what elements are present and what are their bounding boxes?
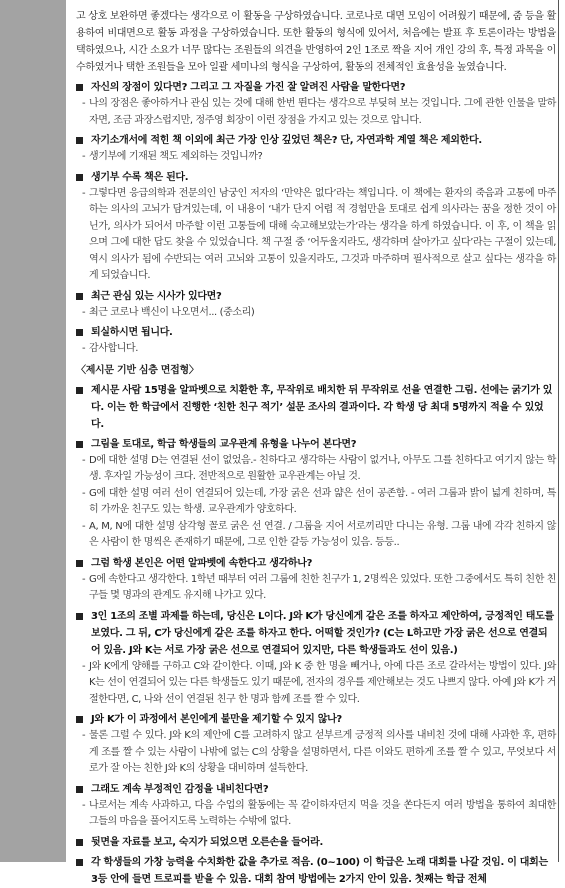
dash-bullet-icon: - <box>82 487 86 499</box>
qa-item <box>76 834 556 851</box>
question-text: 그래도 계속 부정적인 감정을 내비친다면? <box>91 783 269 795</box>
question <box>76 132 556 149</box>
qa-item <box>76 608 556 709</box>
answer-text: A, M, N에 대한 설명 삼각형 꼴로 굵은 선 연결. / 그룹을 지어 서로끼리만 다니는 유형. 그룹 내에 각각 친하지 않은 사람이 한 명씩은 존재하기 때문에, 그로 인한 갈등 가능성이 있음. 등등.. <box>89 520 556 548</box>
square-bullet-icon <box>76 137 83 144</box>
qa-list-prompt-based <box>76 382 556 888</box>
answer-text: D에 대한 설명 D는 연결된 선이 없었음.- 친하다고 생각하는 사람이 없거나, 아무도 그를 친하다고 여기지 않는 학생. 후자일 가능성이 크다. 전반적으로 원활한 교우관계는 아닐 것. <box>89 454 556 482</box>
qa-item <box>76 711 556 778</box>
square-bullet-icon <box>76 441 83 448</box>
question-text: 그림을 토대로, 학급 학생들의 교우관계 유형을 나누어 본다면? <box>91 438 357 450</box>
qa-item <box>76 288 556 322</box>
answer <box>76 186 556 285</box>
question <box>76 382 556 433</box>
answer-text: G에 대한 설명 여러 선이 연결되어 있는데, 가장 굵은 선과 얇은 선이 공존함. - 여러 그룹과 밝이 넓게 친하며, 특히 가까운 친구도 있는 학생. 교우관계가 양호하다. <box>89 487 556 515</box>
dash-bullet-icon: - <box>82 520 86 532</box>
qa-item <box>76 555 556 605</box>
square-bullet-icon <box>76 293 83 300</box>
dash-bullet-icon: - <box>82 343 86 354</box>
answer <box>76 659 556 709</box>
answer <box>76 149 556 166</box>
answer-text: 그렇다면 응급의학과 전문의인 남궁인 저자의 ‘만약은 없다’라는 책입니다. 이 책에는 환자의 죽음과 고통에 마주하는 의사의 고뇌가 담겨있는데, 이 내용이 ‘내가 단지 어렵 적 경험만을 토대로 쉽게 의사라는 꿈을 정한 것이 아닌가, 의사가 되어서 마주할 이런 고통들에 대해 숙고해보았는가’라는 생각을 하게 하였습니다. 이 후, 이 책을 읽으며 그에 대한 답도 찾을 수 있었습니다. 책 구절 중 ‘어두울지라도, 생각하며 살아가고 싶다’라는 구절이 있는데, 역시 의사가 됨에 수반되는 여러 고뇌와 고통이 있을지라도, 그것과 마주하며 필사적으로 살고 싶다는 생각을 하게 되었습니다. <box>89 187 556 281</box>
answer <box>76 341 556 358</box>
answer <box>76 519 556 552</box>
answer <box>76 96 556 129</box>
answer-text: 생기부에 기재된 책도 제외하는 것입니까? <box>89 151 263 162</box>
dash-bullet-icon: - <box>82 454 86 466</box>
qa-item <box>76 132 556 166</box>
qa-item <box>76 781 556 831</box>
answer <box>76 453 556 486</box>
answer <box>76 728 556 778</box>
square-bullet-icon <box>76 716 83 723</box>
dash-bullet-icon: - <box>82 660 86 672</box>
square-bullet-icon <box>76 387 83 394</box>
square-bullet-icon <box>76 174 83 181</box>
document-body <box>66 0 556 885</box>
question-text: 제시문 사람 15명을 알파벳으로 치환한 후, 무작위로 배치한 뒤 무작위로 선을 연결한 그림. 선에는 굵기가 있다. 이는 한 학급에서 진행한 ‘친한 친구 적기’ 설문 조사의 결과이다. 각 학생 당 최대 5명까지 적을 수 있었다. <box>91 384 553 430</box>
question-text: 퇴실하시면 됩니다. <box>91 327 173 338</box>
answer <box>76 798 556 831</box>
right-border-line <box>558 0 559 862</box>
qa-item <box>76 436 556 552</box>
question <box>76 834 556 851</box>
question-text: 각 학생들의 가창 능력을 수치화한 값을 추가로 적음. (0~100) 이 학급은 노래 대회를 나갈 것임. 이 대회는 3등 안에 들면 트로피를 받을 수 있음. 대회 참여 방법에는 2가지 안이 있음. 첫째는 학급 전체 <box>91 856 548 885</box>
question-text: 최근 관심 있는 시사가 있다면? <box>91 290 222 302</box>
question <box>76 854 556 888</box>
intro-paragraph: 고 상호 보완하면 좋겠다는 생각으로 이 활동을 구상하였습니다. 코로나로 대면 모임이 어려웠기 때문에, 줌 등을 활용하여 비대면으로 활동 과정을 구상하였습니다. 또한 활동의 형식에 있어서, 처음에는 발표 후 토론이라는 방법을 택하였으나, 시간 소요가 너무 많다는 조원들의 의견을 반영하여 2인 1조로 짝을 지어 개인 강의 후, 특정 과목을 이수하였거나 택한 조원들을 모아 일괄 세미나의 형식을 구상하여, 활동의 전체적인 효율성을 높였습니다. <box>76 11 556 73</box>
question <box>76 436 556 453</box>
square-bullet-icon <box>76 84 83 91</box>
qa-item <box>76 324 556 358</box>
question-text: 자신의 장점이 있다면? 그리고 그 자질을 가진 잘 알려진 사람을 말한다면? <box>91 82 406 93</box>
square-bullet-icon <box>76 786 83 793</box>
square-bullet-icon <box>76 329 83 336</box>
answer-text: 감사합니다. <box>89 343 139 354</box>
dash-bullet-icon: - <box>82 730 86 741</box>
qa-list-general <box>76 79 556 358</box>
answer-text: J와 K에게 양해를 구하고 C와 같이한다. 이때, J와 K 중 한 명을 빼거나, 아예 다른 조로 갈라서는 방법이 있다. J와 K는 선이 연결되어 있는 다른 학생들도 있기 때문에, 전자의 경우를 제안해보는 것도 나쁘지 않다. 아예 J와 K가 거절한다면, C, 나와 선이 연결된 친구 한 명과 함께 조를 짤 수 있다. <box>89 660 556 705</box>
qa-item <box>76 79 556 129</box>
answer-text: 물론 그럴 수 있다. J와 K의 제안에 C를 고려하지 않고 섣부르게 긍정적 의사를 내비친 것에 대해 사과한 후, 편하게 조를 짤 수 있는 사람이 나밖에 없는 C의 상황을 설명하면서, 다른 이와도 편하게 조를 짤 수 있고, 무엇보다 서로가 잘 아는 친한 J와 K의 상황을 대비하며 설득한다. <box>89 730 556 774</box>
left-margin-bar <box>0 0 67 862</box>
question-text: 3인 1조의 조별 과제를 하는데, 당신은 L이다. J와 K가 당신에게 같은 조를 하자고 제안하여, 긍정적인 태도를 보였다. 그 뒤, C가 당신에게 같은 조를 하자고 한다. 어떡할 것인가? (C는 L하고만 가장 굵은 선으로 연결되어 있음. J와 K는 서로 가장 굵은 선으로 연결되어 있지만, 다른 학생들과도 선이 있음.) <box>91 610 554 656</box>
answer-text: G에 속한다고 생각한다. 1학년 때부터 여러 그룹에 친한 친구가 1, 2명씩은 있었다. 또한 그중에서도 특히 친한 친구들 몇 명과의 관계도 유지해 나가고 있다. <box>89 573 556 601</box>
section-title: 〈제시문 기반 심층 면접형〉 <box>76 364 199 376</box>
dash-bullet-icon: - <box>82 98 86 109</box>
question-text: J와 K가 이 과정에서 본인에게 불만을 제기할 수 있지 않나? <box>91 714 342 725</box>
question <box>76 79 556 96</box>
answer <box>76 572 556 605</box>
question-text: 그럼 학생 본인은 어떤 알파벳에 속한다고 생각하나? <box>91 557 313 569</box>
answer-text: 나의 장점은 좋아하거나 관심 있는 것에 대해 한번 뛴다는 생각으로 부딪혀 보는 것입니다. 그에 관한 인물을 말하자면, 조금 과장스럽지만, 정주영 회장이 이런 장점을 가지고 있는 것으로 압니다. <box>89 98 556 126</box>
question-text: 자기소개서에 적힌 책 이외에 최근 가장 인상 깊었던 책은? 단, 자연과학 계열 책은 제외한다. <box>91 135 482 146</box>
question <box>76 608 556 659</box>
answer-text: 나로서는 계속 사과하고, 다음 수업의 활동에는 꼭 같이하자던지 먹을 것을 쏜다든지 여러 방법을 통하여 최대한 그들의 마음을 풀어지도록 노력하는 수밖에 없다. <box>89 799 556 827</box>
qa-item <box>76 169 556 285</box>
dash-bullet-icon: - <box>82 187 86 199</box>
qa-item <box>76 382 556 433</box>
square-bullet-icon <box>76 613 83 620</box>
square-bullet-icon <box>76 560 83 567</box>
qa-item <box>76 854 556 888</box>
dash-bullet-icon: - <box>82 151 86 162</box>
dash-bullet-icon: - <box>82 306 86 318</box>
square-bullet-icon <box>76 859 83 866</box>
answer <box>76 305 556 322</box>
answer-text: 최근 코로나 백신이 나오면서... (중소리) <box>89 306 255 318</box>
question <box>76 288 556 305</box>
question <box>76 169 556 186</box>
dash-bullet-icon: - <box>82 573 86 585</box>
answer <box>76 486 556 519</box>
question <box>76 324 556 341</box>
question <box>76 711 556 728</box>
question-text: 생기부 수록 책은 된다. <box>91 171 189 183</box>
question <box>76 555 556 572</box>
question-text: 뒷면을 자료를 보고, 숙지가 되었으면 오른손을 들어라. <box>91 836 324 848</box>
question <box>76 781 556 798</box>
square-bullet-icon <box>76 839 83 846</box>
dash-bullet-icon: - <box>82 799 86 811</box>
